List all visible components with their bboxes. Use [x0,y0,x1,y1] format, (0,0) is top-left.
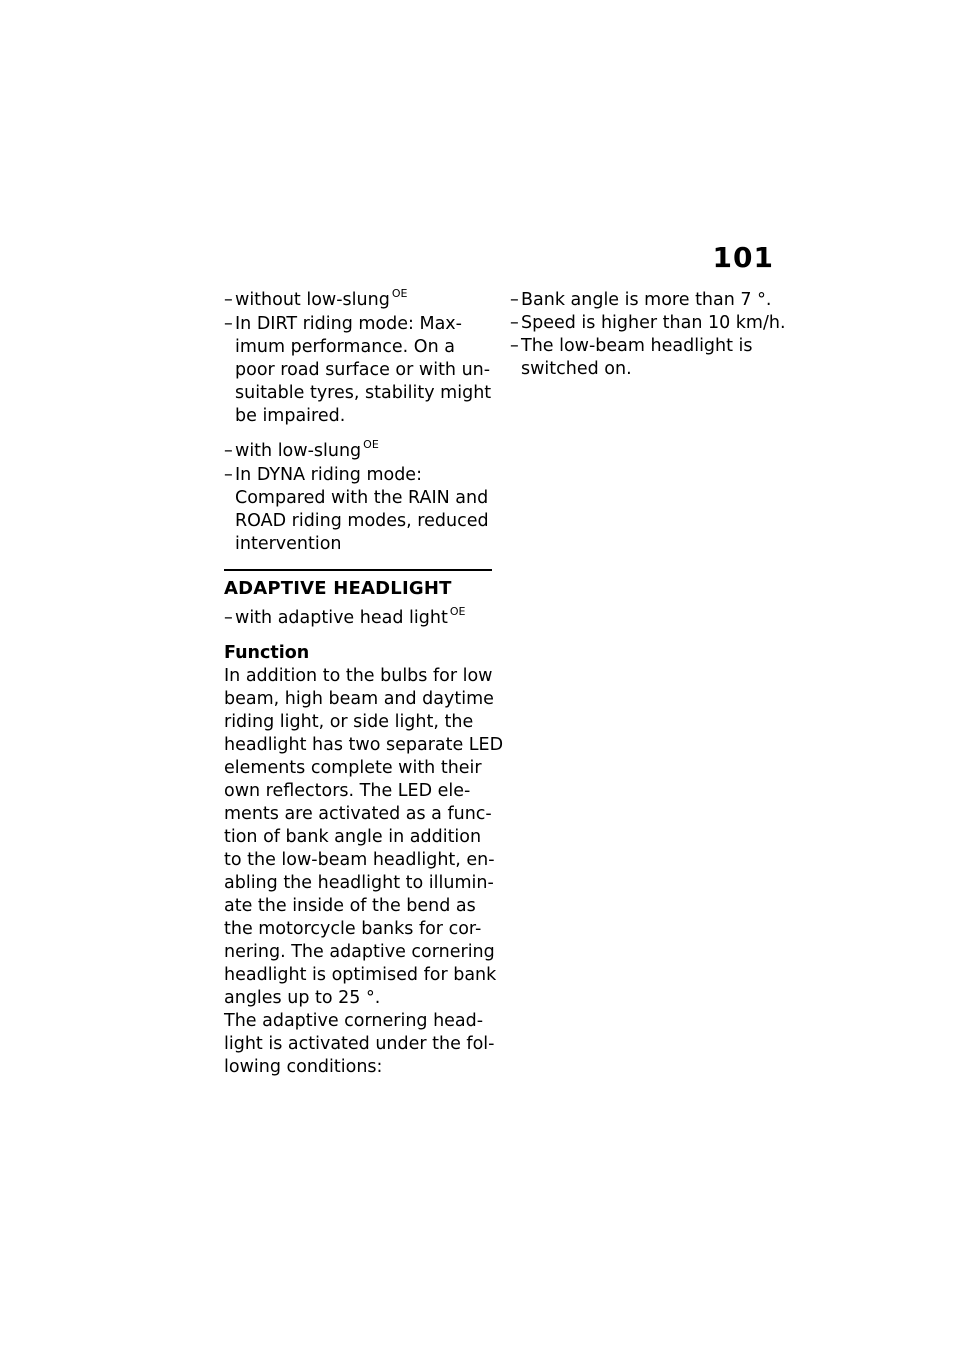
item-line: Speed is higher than 10 km/h. [521,313,786,333]
item-line: In DYNA riding mode: [235,465,422,485]
item-line: switched on. [521,359,632,379]
paragraph-line: angles up to 25 °. [224,988,381,1008]
oe-badge: OE [449,605,466,618]
condition-without-low-slung [224,289,496,313]
section-heading: ADAPTIVE HEADLIGHT [224,578,452,599]
dash-bullet: – [224,314,233,334]
paragraph-line: own reflectors. The LED ele- [224,781,471,801]
paragraph-line: ments are activated as a func- [224,804,492,824]
list-item-low-beam [510,335,795,381]
oe-badge: OE [391,287,408,300]
paragraph-line: to the low-beam headlight, en- [224,850,495,870]
oe-badge: OE [363,438,379,451]
condition-with-adaptive-headlight [224,607,496,631]
item-line: ROAD riding modes, reduced [235,511,489,531]
paragraph-line: riding light, or side light, the [224,712,474,732]
item-line: Compared with the RAIN and [235,488,489,508]
list-item-speed [510,312,795,335]
paragraph-line: tion of bank angle in addition [224,827,482,847]
dash-bullet: – [224,465,233,485]
section-divider [224,569,492,571]
paragraph-line: light is activated under the fol- [224,1034,495,1054]
paragraph-line: elements complete with their [224,758,482,778]
paragraph-line: In addition to the bulbs for low [224,666,493,686]
list-item-bank-angle [510,289,795,312]
item-line: Bank angle is more than 7 °. [521,290,772,310]
item-line: The low-beam headlight is [521,336,753,356]
activation-paragraph [224,1010,496,1079]
subheading-function: Function [224,643,310,663]
paragraph-line: nering. The adaptive cornering [224,942,495,962]
paragraph-line: headlight is optimised for bank [224,965,497,985]
item-line: poor road surface or with un- [235,360,491,380]
dash-bullet: – [510,290,519,310]
paragraph-line: the motorcycle banks for cor- [224,919,482,939]
item-line: suitable tyres, stability might [235,383,492,403]
item-line: imum performance. On a [235,337,455,357]
paragraph-line: lowing conditions: [224,1057,383,1077]
dash-bullet: – [224,290,233,310]
paragraph-line: headlight has two separate LED [224,735,504,755]
list-item-dirt-mode [224,313,496,428]
condition-text: without low-slung [235,290,390,310]
item-line: In DIRT riding mode: Max- [235,314,462,334]
function-paragraph [224,665,504,1010]
dash-bullet: – [510,336,519,356]
paragraph-line: beam, high beam and daytime [224,689,494,709]
item-line: be impaired. [235,406,346,426]
condition-text: with adaptive head light [235,608,448,628]
list-item-dyna-mode [224,464,496,556]
item-line: intervention [235,534,342,554]
condition-text: with low-slung [235,441,362,461]
paragraph-line: The adaptive cornering head- [224,1011,484,1031]
dash-bullet: – [224,608,233,628]
paragraph-line: abling the headlight to illumin- [224,873,494,893]
condition-with-low-slung [224,440,496,464]
left-column [224,287,504,1079]
page-number: 101 [712,241,774,274]
dash-bullet: – [510,313,519,333]
right-column [510,289,795,381]
paragraph-line: ate the inside of the bend as [224,896,476,916]
dash-bullet: – [224,441,233,461]
